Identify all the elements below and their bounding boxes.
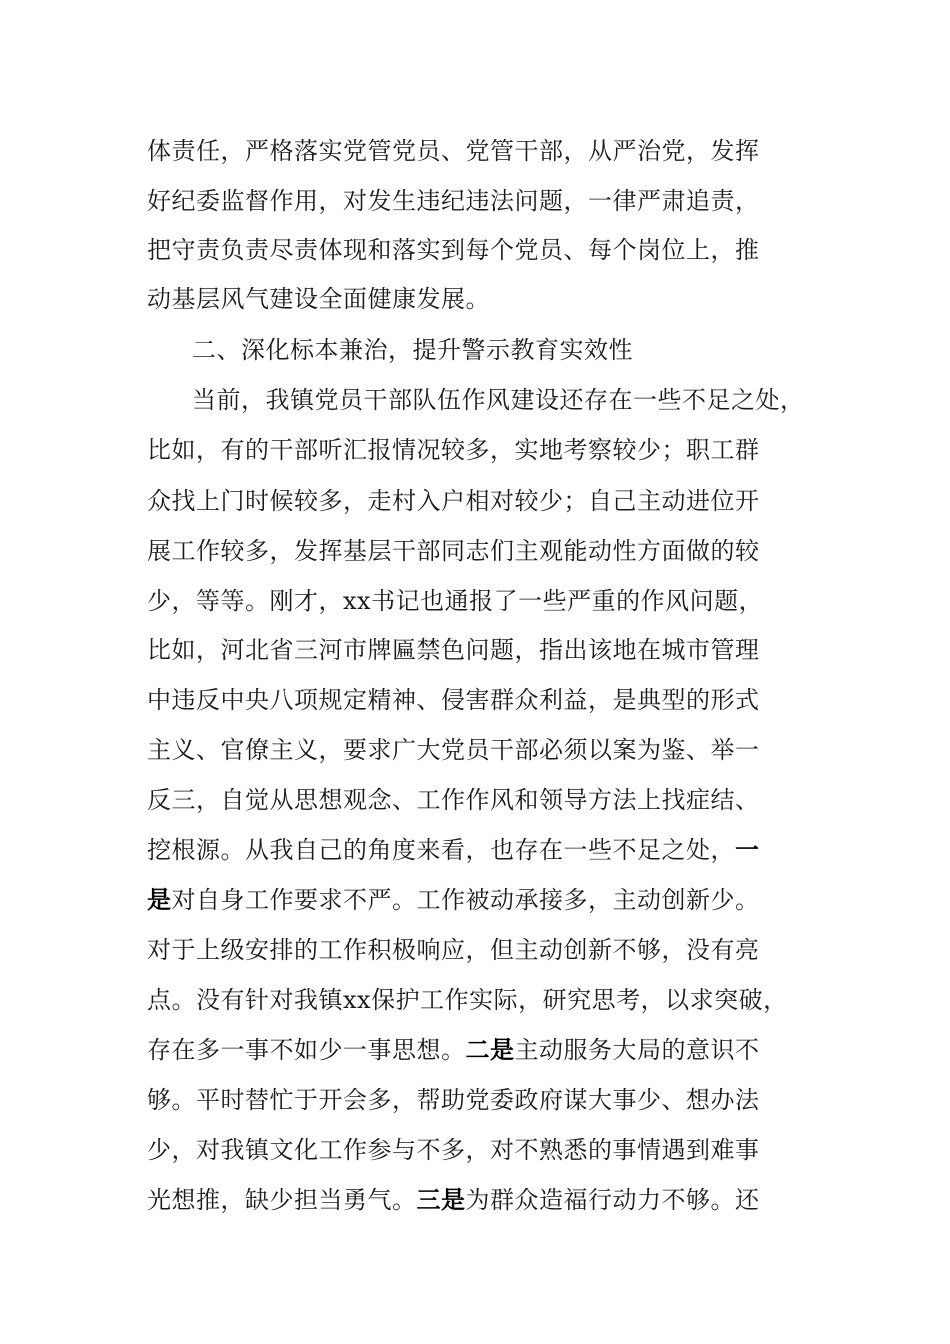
text-line: 展工作较多，发挥基层干部同志们主观能动性方面做的较 — [147, 537, 760, 565]
text-segment: 对自身工作要求不严。工作被动承接多，主动创新少。 — [171, 886, 760, 914]
text-line: 体责任，严格落实党管党员、党管干部，从严治党，发挥 — [147, 137, 760, 165]
text-segment: 挖根源。从我自己的角度来看，也存在一些不足之处， — [147, 836, 735, 864]
text-line: 对于上级安排的工作积极响应，但主动创新不够，没有亮 — [147, 936, 760, 964]
text-line: 少，等等。刚才，xx书记也通报了一些严重的作风问题， — [147, 587, 764, 615]
text-line: 够。平时替忙于开会多，帮助党委政府谋大事少、想办法 — [147, 1086, 760, 1114]
text-line: 点。没有针对我镇xx保护工作实际，研究思考，以求突破， — [147, 986, 788, 1014]
text-segment: 为群众造福行动力不够。还 — [465, 1186, 760, 1214]
text-line: 众找上门时候较多，走村入户相对较少；自己主动进位开 — [147, 487, 760, 515]
text-line: 比如，有的干部听汇报情况较多，实地考察较少；职工群 — [147, 436, 760, 464]
text-line: 把守责负责尽责体现和落实到每个党员、每个岗位上，推 — [147, 236, 760, 264]
text-line — [147, 1033, 760, 1067]
text-line — [147, 833, 760, 867]
text-line: 反三，自觉从思想观念、工作作风和领导方法上找症结、 — [147, 786, 760, 814]
text-line: 主义、官僚主义，要求广大党员干部必须以案为鉴、举一 — [147, 736, 760, 764]
emphasis-text: 二是 — [465, 1035, 515, 1064]
text-line: 比如，河北省三河市牌匾禁色问题，指出该地在城市管理 — [147, 636, 760, 664]
text-line: 动基层风气建设全面健康发展。 — [147, 285, 490, 313]
emphasis-text: 是 — [147, 885, 172, 914]
emphasis-text: 一 — [735, 835, 760, 864]
text-line: 当前，我镇党员干部队伍作风建设还存在一些不足之处， — [192, 386, 805, 414]
text-segment: 存在多一事不如少一事思想。 — [147, 1036, 466, 1064]
text-line — [147, 1183, 760, 1217]
text-segment: 主动服务大局的意识不 — [514, 1036, 760, 1064]
emphasis-text: 三是 — [416, 1185, 466, 1214]
section-heading: 二、深化标本兼治，提升警示教育实效性 — [192, 336, 633, 364]
text-line: 中违反中央八项规定精神、侵害群众利益，是典型的形式 — [147, 686, 760, 714]
text-line: 好纪委监督作用，对发生违纪违法问题，一律严肃追责， — [147, 187, 760, 215]
text-segment: 光想推，缺少担当勇气。 — [147, 1186, 417, 1214]
text-line: 少，对我镇文化工作参与不多，对不熟悉的事情遇到难事 — [147, 1136, 760, 1164]
text-line — [147, 883, 760, 917]
